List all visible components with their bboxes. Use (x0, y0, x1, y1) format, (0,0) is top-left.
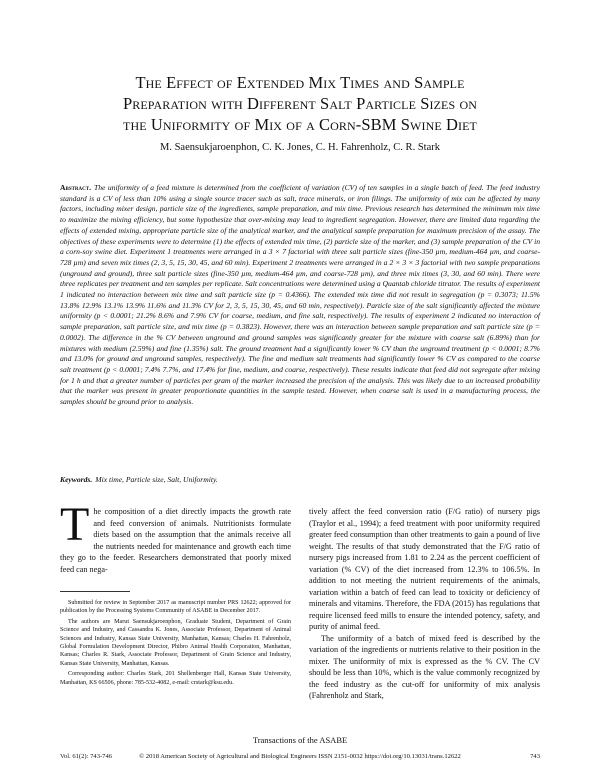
footnote-corresponding: Corresponding author: Charles Stark, 201 Shellenberger Hall, Kansas State University, Manhattan, KS 66506, phone: 785-532-4082, e-mail: crstark@ksu.edu. (60, 671, 291, 686)
footnote-submitted: Submitted for review in September 2017 as manuscript number PRS 12622; approved for publication by the Processing Systems Community of ASABE in December 2017. (60, 600, 291, 615)
page-number: 743 (530, 753, 540, 760)
title-line-1: The Effect of Extended Mix Times and Sample (135, 73, 465, 92)
abstract (60, 183, 540, 408)
body-paragraph: tively affect the feed conversion ratio (F/G ratio) of nursery pigs (Traylor et al., 1994); a feed treatment with poor uniformity required greater feed consumption than other treatments to gain a pound of live weight. The results of that study demonstrated that the F/G ratio of nursery pigs increased from 1.81 to 2.24 as the percent coefficient of variation (% CV) of the diet increased from 12.3% to 106.5%. In addition to not meeting the nutrient requirements of the animals, variation within a batch of feed can lead to toxicity or deficiency of minerals and vitamins. Therefore, the FDA (2015) has regulations that require licensed feed mills to ensure the intended potency, safety, and purity of animal feed. (309, 507, 540, 631)
abstract-text: The uniformity of a feed mixture is determined from the coefficient of variation (CV) of ten samples in a single batch of feed. The feed industry standard is a CV of less than 10% using a single source tracer such as salt, trace minerals, or iron filings. The uniformity of mix can be affected by many factors, including mixer design, particle size of the ingredients, sample preparation, and mix time. Previous research has determined the minimum mix time to maximize the mixing efficiency, but some hypothesize that over-mixing may lead to ingredient segregation. However, there are limited data regarding the effects of extended mixing, appropriate particle size of the analytical marker, and the analytical sample preparation for maximum precision of the assay. The objectives of these experiments were to determine (1) the effects of extended mix time, (2) particle size of the marker, and (3) sample preparation of the CV in a corn-soy swine diet. Experiment 1 treatments were arranged in a 3 × 7 factorial with three salt particle sizes (fine-350 µm, medium-464 µm, and coarse-728 µm) and seven mix times (2, 3, 5, 15, 30, 45, and 60 min). Experiment 2 treatments were arranged in a 2 × 3 × 3 factorial with two sample preparations (unground and ground), three salt particle sizes (fine-350 µm, medium-464 µm, and coarse-728 µm), and three mix times (3, 30, and 60 min). There were three replicates per treatment and ten samples per replicate. Salt concentrations were determined using a Quantab chloride titrator. The results of experiment 1 indicated no interaction between mix time and salt particle size (p = 0.4366). The extended mix time did not result in segregation (p = 0.3073; 11.5% 13.8% 12.9% 13.1% 13.9% 11.6% and 11.3% CV for 2, 3, 5, 15, 30, 45, and 60 min, respectively). Particle size of the salt significantly affected the mixture uniformity (p < 0.0001; 21.2% 8.6% and 7.9% CV for coarse, medium, and fine salt, respectively). The results of experiment 2 indicated no interaction of sample preparation, salt particle size, and mix time (p = 0.3823). However, there was an interaction between sample preparation and salt particle size (p = 0.0002). The difference in the % CV between unground and ground samples was significantly greater for the mixture with coarse salt (6.89%) than for mixtures with medium (2.59%) and fine (1.35%) salt. The ground treatment had a significantly lower % CV than the unground treatment (p < 0.0001; 8.7% and 13.0% for ground and unground samples, respectively). The fine and medium salt treatments had significantly lower % CV as compared to the coarse salt treatment (p < 0.0001; 7.4% 7.7%, and 17.4% for fine, medium, and coarse, respectively). These results indicate that feed did not segregate after mixing for 1 h and that a greater number of particles per gram of the marker increased the precision of the analysis. This was likely due to an increased probability that the marker was present in greater proportionate quantities in the sample tested. However, when coarse salt is used in a manufacturing process, the samples should be ground prior to analysis. (60, 183, 540, 407)
keywords-label: Keywords. (60, 475, 93, 484)
footnote-authors: The authors are Marut Saensukjaroenphon, Graduate Student, Department of Grain Science and Industry, and Cassandra K. Jones, Associate Professor, Department of Animal Sciences and Industry, Kansas State University, Manhattan, Kansas; Charles H. Fahrenholz, Global Formulation Development Director, Phibro Animal Health Corporation, Manhattan, Kansas; Charles R. Stark, Associate Professor, Department of Grain Science and Industry, Kansas State University, Manhattan, Kansas. (60, 618, 291, 667)
abstract-label: Abstract. (60, 183, 92, 192)
keywords (60, 475, 540, 486)
body-column-right (309, 506, 540, 702)
footnote-divider (60, 591, 130, 592)
body-paragraph: The uniformity of a batch of mixed feed is described by the variation of the ingredients or nutrients relative to their position in the mixer. The uniformity of mix is expressed as the % CV. The CV should be less than 10%, which is the value commonly recognized by the feed industry as the cut-off for uniformity of mix analysis (Fahrenholz and Stark, (309, 633, 540, 700)
keywords-text: Mix time, Particle size, Salt, Uniformity. (95, 475, 218, 484)
title-line-2: Preparation with Different Salt Particle Sizes on (123, 94, 477, 113)
title-line-3: the Uniformity of Mix of a Corn-SBM Swine Diet (123, 115, 477, 134)
volume-info: Vol. 61(2): 743-746 (60, 753, 113, 760)
author-list: M. Saensukjaroenphon, C. K. Jones, C. H. Fahrenholz, C. R. Stark (160, 142, 440, 153)
copyright-info: © 2018 American Society of Agricultural and Biological Engineers ISSN 2151-0032 https://doi.org/10.13031/trans.12622 (139, 753, 461, 760)
paper-title (60, 72, 540, 135)
body-column-left (60, 498, 291, 575)
body-text: he composition of a diet directly impacts the growth rate and feed conversion of animals. Nutritionists formulate diets based on the assumption that the animals receive all the nutrients needed for maintenance and growth each time they go to the feeder. Researchers demonstrated that poorly mixed feed can nega- (60, 507, 291, 574)
body-paragraph (60, 498, 291, 575)
footnotes (60, 599, 291, 689)
drop-cap: T (60, 498, 90, 551)
journal-name: Transactions of the ASABE (252, 735, 348, 745)
